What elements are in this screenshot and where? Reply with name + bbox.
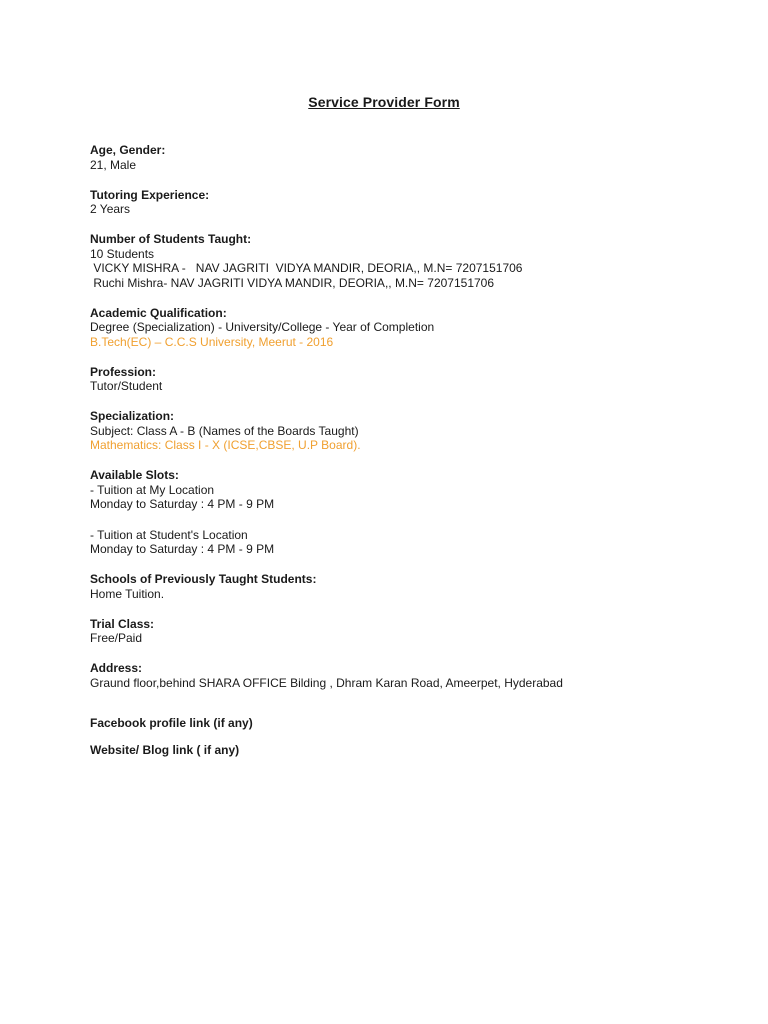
- trial-section: [90, 617, 750, 646]
- slot-student-location: - Tuition at Student's Location: [90, 527, 248, 542]
- academic-label: Academic Qualification:: [90, 305, 227, 320]
- trial-label: Trial Class:: [90, 616, 155, 631]
- slot-my-location: - Tuition at My Location: [90, 482, 215, 497]
- schools-section: [90, 572, 750, 601]
- profession-label: Profession:: [90, 364, 157, 379]
- academic-section: [90, 306, 750, 350]
- address-value: Graund floor,behind SHARA OFFICE Bilding , Dhram Karan Road, Ameerpet, Hyderabad: [90, 675, 563, 690]
- academic-value: B.Tech(EC) – C.C.S University, Meerut - 2016: [90, 334, 334, 349]
- schools-label: Schools of Previously Taught Students:: [90, 572, 317, 586]
- age-gender-section: [90, 143, 750, 172]
- students-section: [90, 232, 750, 290]
- slots-gap: [90, 512, 750, 528]
- specialization-value: Mathematics: Class I - X (ICSE,CBSE, U.P Board).: [90, 438, 361, 452]
- specialization-label: Specialization:: [90, 409, 175, 423]
- experience-label: Tutoring Experience:: [90, 187, 210, 202]
- form-content: [90, 143, 750, 773]
- academic-format: Degree (Specialization) - University/College - Year of Completion: [90, 320, 435, 334]
- age-gender-value: 21, Male: [90, 157, 137, 172]
- experience-section: [90, 188, 750, 217]
- students-label: Number of Students Taught:: [90, 232, 252, 246]
- schools-value: Home Tuition.: [90, 586, 165, 601]
- profession-value: Tutor/Student: [90, 379, 163, 393]
- specialization-section: [90, 409, 750, 453]
- slot-student-location-time: Monday to Saturday : 4 PM - 9 PM: [90, 542, 275, 556]
- slots-section: [90, 468, 750, 557]
- specialization-format: Subject: Class A - B (Names of the Boards Taught): [90, 423, 359, 438]
- student-entry: VICKY MISHRA - NAV JAGRITI VIDYA MANDIR, DEORIA,, M.N= 7207151706: [90, 261, 523, 275]
- experience-value: 2 Years: [90, 202, 131, 216]
- website-link-label: Website/ Blog link ( if any): [90, 742, 240, 757]
- slot-my-location-time: Monday to Saturday : 4 PM - 9 PM: [90, 497, 275, 511]
- facebook-link-label: Facebook profile link (if any): [90, 716, 253, 730]
- age-gender-label: Age, Gender:: [90, 143, 166, 157]
- student-entry: Ruchi Mishra- NAV JAGRITI VIDYA MANDIR, DEORIA,, M.N= 7207151706: [90, 275, 495, 290]
- address-label: Address:: [90, 661, 143, 675]
- facebook-section: [90, 716, 750, 731]
- students-count: 10 Students: [90, 246, 155, 261]
- trial-value: Free/Paid: [90, 631, 143, 645]
- profession-section: [90, 365, 750, 394]
- website-section: [90, 743, 750, 758]
- form-title: Service Provider Form: [308, 94, 460, 110]
- slots-label: Available Slots:: [90, 468, 179, 482]
- address-section: [90, 661, 750, 690]
